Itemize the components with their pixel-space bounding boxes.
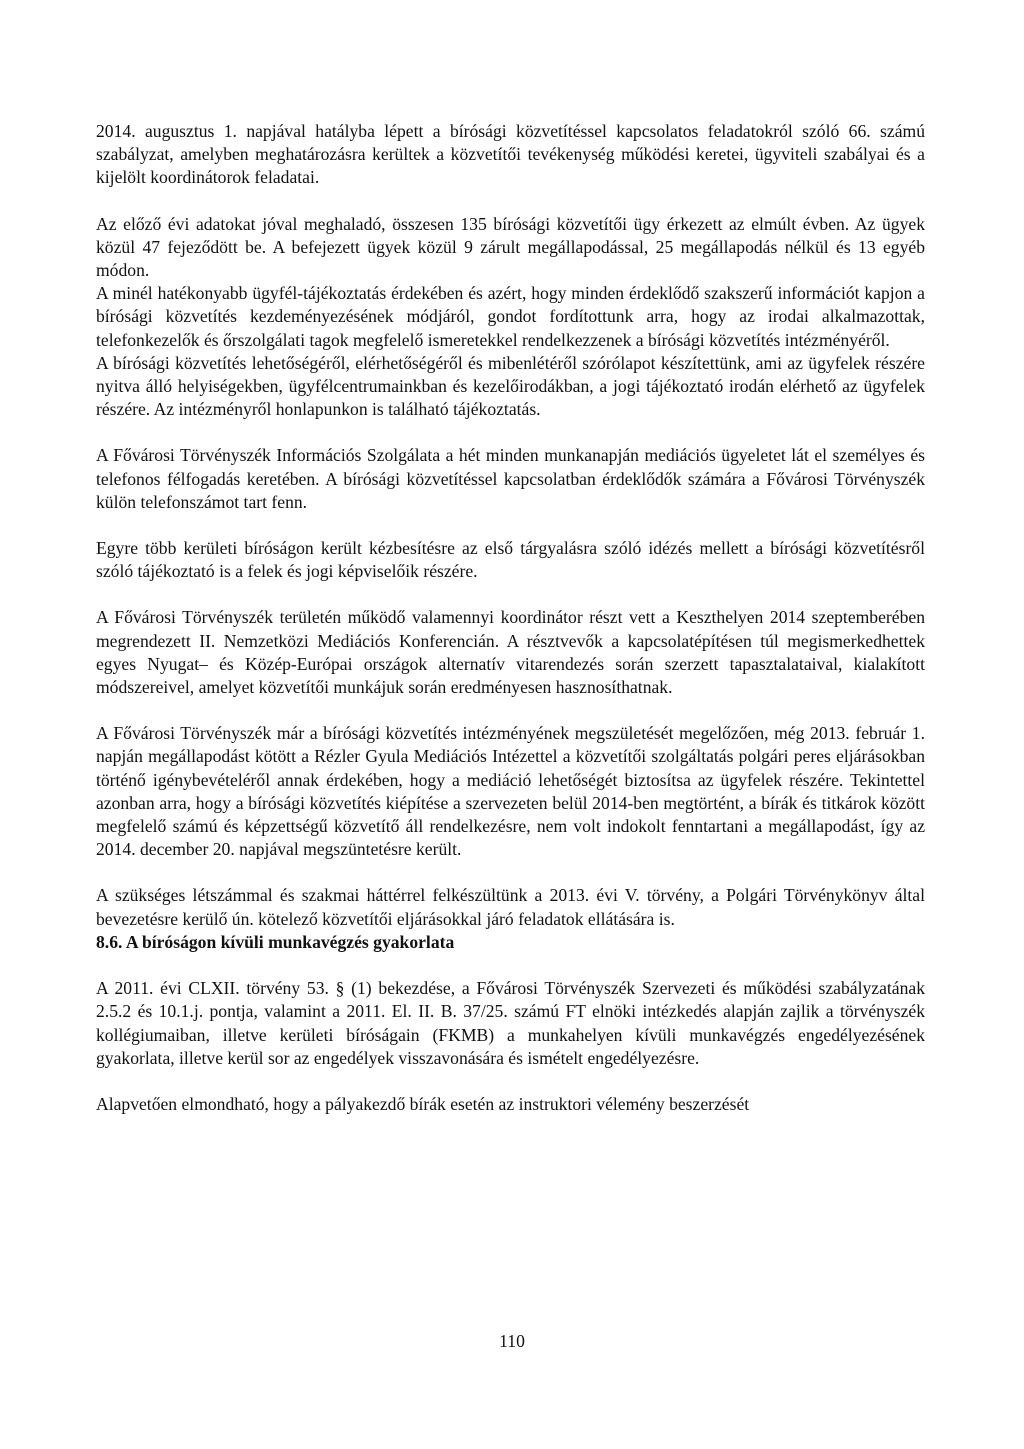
paragraph-7: A Fővárosi Törvényszék területén működő valamennyi koordinátor részt vett a Keszthelyen 2014 szeptemberében megrendezett II. Nemzetközi Mediációs Konferencián. A résztvevők a kapcsolatépítésen túl megismerkedhettek egyes Nyugat– és Közép-Európai országok alternatív vitarendezés során szerzett tapasztalataival, kialakított módszereivel, amelyet közvetítői munkájuk során eredményesen hasznosíthatnak. xyxy=(96,607,925,698)
document-page xyxy=(96,120,925,1116)
paragraph-5: A Fővárosi Törvényszék Információs Szolgálata a hét minden munkanapján mediációs ügyeletet lát el személyes és telefonos félfogadás keretében. A bírósági közvetítéssel kapcsolatban érdeklődők számára a Fővárosi Törvényszék külön telefonszámot tart fenn. xyxy=(96,445,925,512)
section-paragraph-1: A 2011. évi CLXII. törvény 53. § (1) bekezdése, a Fővárosi Törvényszék Szervezeti és működési szabályzatának 2.5.2 és 10.1.j. pontja, valamint a 2011. El. II. B. 37/25. számú FT elnöki intézkedés alapján zajlik a törvényszék kollégiumaiban, illetve kerületi bíróságain (FKMB) a munkahelyen kívüli munkavégzés engedélyezésének gyakorlata, illetve kerül sor az engedélyek visszavonására és ismételt engedélyezésre. xyxy=(96,978,925,1068)
paragraph-3: A minél hatékonyabb ügyfél-tájékoztatás érdekében és azért, hogy minden érdeklődő szakszerű információt kapjon a bírósági közvetítés kezdeményezésének módjáról, gondot fordítottunk arra, hogy az irodai alkalmazottak, telefonkezelők és őrszolgálati tagok megfelelő ismeretekkel rendelkezzenek a bírósági közvetítés intézményéről. xyxy=(96,283,925,350)
page-number: 110 xyxy=(499,1331,525,1351)
paragraph-9: A szükséges létszámmal és szakmai háttérrel felkészültünk a 2013. évi V. törvény, a Polgári Törvénykönyv által bevezetésre kerülő ún. kötelező közvetítői eljárásokkal járó feladatok ellátására is. xyxy=(96,885,925,929)
paragraph-4: A bírósági közvetítés lehetőségéről, elérhetőségéről és mibenlétéről szórólapot készítettünk, ami az ügyfelek részére nyitva álló helyiségekben, ügyfélcentrumainkban és kezelőirodákban, a jogi tájékoztató irodán elérhető az ügyfelek részére. Az intézményről honlapunkon is található tájékoztatás. xyxy=(96,352,925,420)
paragraph-6: Egyre több kerületi bíróságon került kézbesítésre az első tárgyalásra szóló idézés mellett a bírósági közvetítésről szóló tájékoztató is a felek és jogi képviselőik részére. xyxy=(96,538,925,582)
section-paragraph-2: Alapvetően elmondható, hogy a pályakezdő bírák esetén az instruktori vélemény beszerzését xyxy=(96,1093,750,1114)
paragraph-1: 2014. augusztus 1. napjával hatályba lépett a bírósági közvetítéssel kapcsolatos feladatokról szóló 66. számú szabályzat, amelyben meghatározásra kerültek a közvetítői tevékenység működési keretei, ügyviteli szabályai és a kijelölt koordinátorok feladatai. xyxy=(96,121,925,188)
paragraph-8: A Fővárosi Törvényszék már a bírósági közvetítés intézményének megszületését megelőzően, még 2013. február 1. napján megállapodást kötött a Rézler Gyula Mediációs Intézettel a közvetítői szolgáltatás polgári peres eljárásokban történő igénybevételéről annak érdekében, hogy a mediáció lehetőségét biztosítsa az ügyfelek részére. Tekintettel azonban arra, hogy a bírósági közvetítés kiépítése a szervezeten belül 2014-ben megtörtént, a bírák és titkárok között megfelelő számú és képzettségű közvetítő áll rendelkezésre, nem volt indokolt fenntartani a megállapodást, így az 2014. december 20. napjával megszüntetésre került. xyxy=(96,723,925,860)
section-heading: 8.6. A bíróságon kívüli munkavégzés gyakorlata xyxy=(96,931,455,952)
paragraph-2: Az előző évi adatokat jóval meghaladó, összesen 135 bírósági közvetítői ügy érkezett az elmúlt évben. Az ügyek közül 47 fejeződött be. A befejezett ügyek közül 9 zárult megállapodással, 25 megállapodás nélkül és 13 egyéb módon. xyxy=(96,213,925,281)
